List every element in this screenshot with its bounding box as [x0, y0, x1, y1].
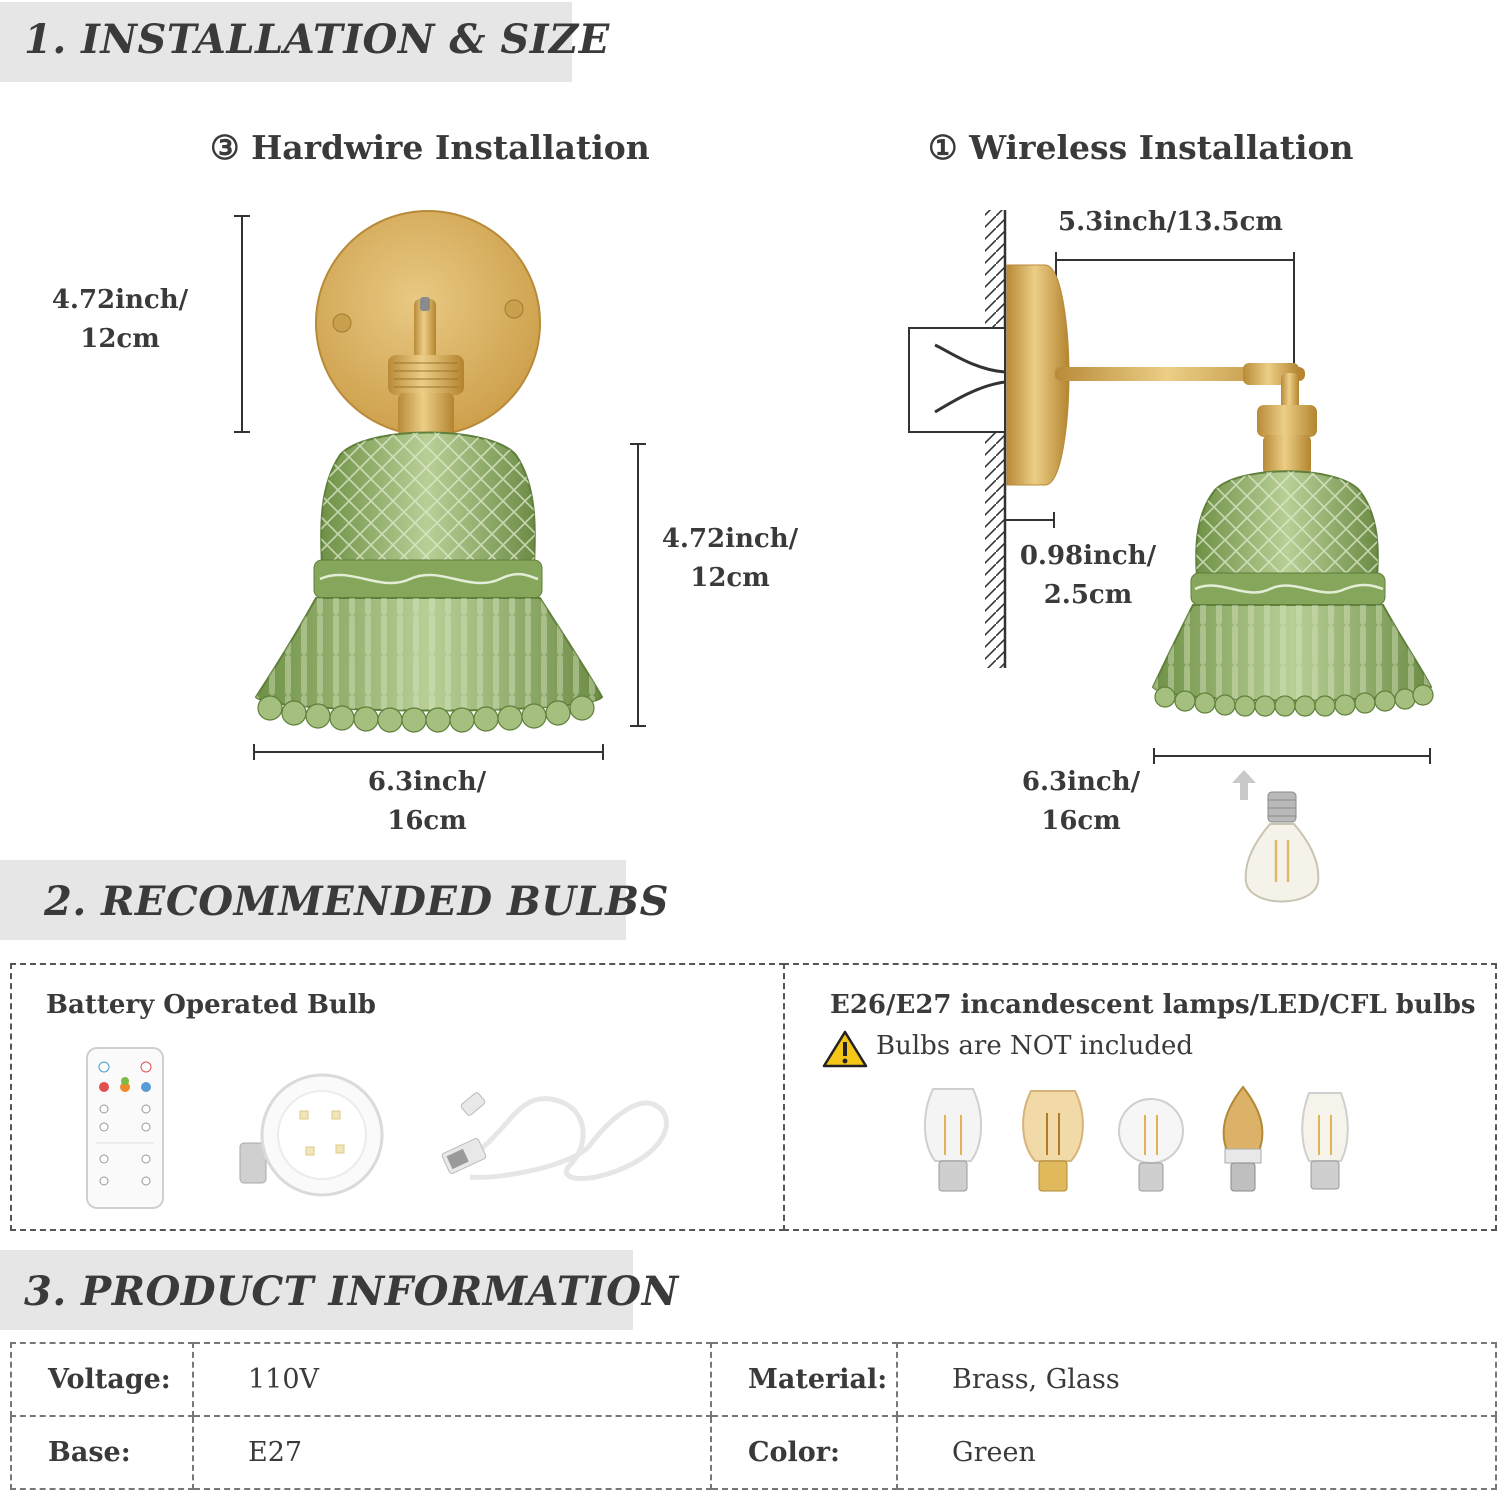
- battery-bulb-title: Battery Operated Bulb: [46, 990, 376, 1020]
- dim-line-1: 4.72inch/: [661, 524, 799, 554]
- warning-triangle-icon: [822, 1030, 868, 1068]
- remote-control-icon: [86, 1047, 164, 1209]
- installation-section-title: 1. INSTALLATION & SIZE: [24, 16, 610, 63]
- product-section-title: 3. PRODUCT INFORMATION: [24, 1268, 679, 1315]
- dim-line-1: 4.72inch/: [51, 285, 189, 315]
- dim-line-2: 16cm: [387, 806, 467, 836]
- dim-line-2: 12cm: [80, 324, 160, 354]
- bulbs-section-header: [0, 860, 669, 940]
- bulbs-section-title: 2. RECOMMENDED BULBS: [44, 878, 669, 925]
- dim-line-2: 2.5cm: [1043, 580, 1133, 610]
- incandescent-bulb-title: E26/E27 incandescent lamps/LED/CFL bulbs: [830, 990, 1476, 1020]
- battery-puck-bulb-icon: [236, 1055, 386, 1205]
- bulbs-not-included-note: Bulbs are NOT included: [876, 1031, 1194, 1061]
- voltage-value: 110V: [193, 1343, 711, 1416]
- product-section-header: [0, 1250, 679, 1330]
- dim-line-1: 6.3inch/: [1021, 767, 1141, 797]
- compatible-bulbs-icons: [915, 1085, 1355, 1205]
- candle-bulb-icon: [1224, 1087, 1263, 1191]
- color-value: Green: [897, 1416, 1496, 1489]
- base-label: Base:: [11, 1416, 193, 1489]
- usb-cable-icon: [440, 1085, 680, 1195]
- dim-line-2: 12cm: [690, 563, 770, 593]
- voltage-label: Voltage:: [11, 1343, 193, 1416]
- wireless-extension-label: 5.3inch/13.5cm: [1058, 207, 1283, 237]
- wireless-sconce-illustration: [1005, 265, 1445, 725]
- base-value: E27: [193, 1416, 711, 1489]
- color-label: Color:: [711, 1416, 897, 1489]
- product-info-table: [10, 1342, 1497, 1490]
- dim-line-1: 6.3inch/: [367, 767, 487, 797]
- material-value: Brass, Glass: [897, 1343, 1496, 1416]
- tubular-bulb-icon: [1302, 1093, 1348, 1189]
- amber-edison-bulb-icon: [1023, 1091, 1083, 1191]
- wireless-installation-title: ① Wireless Installation: [928, 128, 1354, 167]
- table-row: [11, 1343, 1496, 1416]
- dim-line-2: 16cm: [1041, 806, 1121, 836]
- material-label: Material:: [711, 1343, 897, 1416]
- globe-bulb-icon: [1119, 1099, 1183, 1191]
- hardwire-installation-title: ③ Hardwire Installation: [210, 128, 650, 167]
- table-row: [11, 1416, 1496, 1489]
- bulb-icon: [1242, 790, 1322, 915]
- dim-line-1: 0.98inch/: [1019, 541, 1157, 571]
- edison-bulb-icon: [925, 1089, 981, 1191]
